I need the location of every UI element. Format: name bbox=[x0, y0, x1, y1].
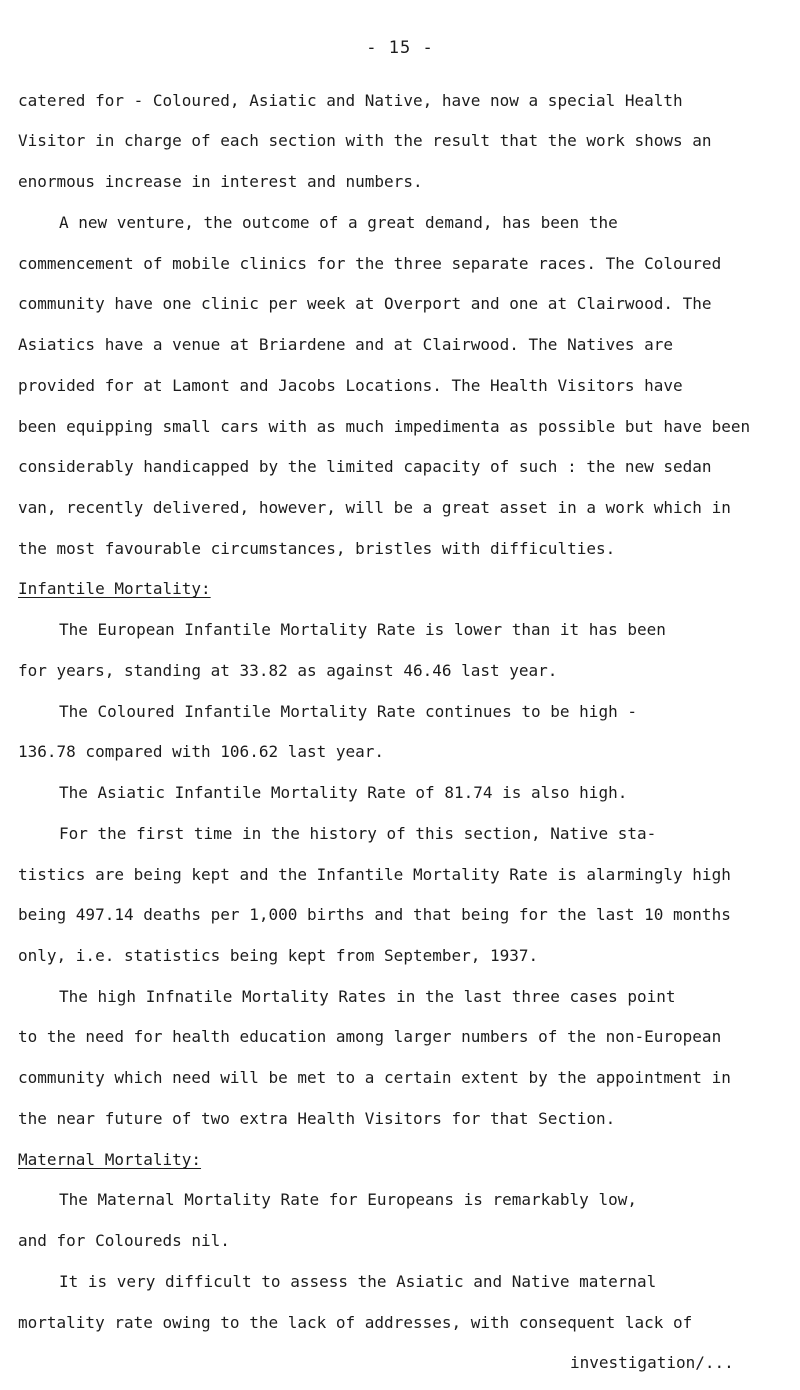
text-line: The Coloured Infantile Mortality Rate continues to be high - bbox=[59, 702, 637, 721]
text-line: A new venture, the outcome of a great demand, has been the bbox=[59, 213, 618, 232]
text-line: only, i.e. statistics being kept from September, 1937. bbox=[18, 946, 539, 965]
text-line: commencement of mobile clinics for the three separate races. The Coloured bbox=[18, 254, 722, 273]
section-heading-infantile-mortality: Infantile Mortality: bbox=[18, 579, 211, 598]
text-line: for years, standing at 33.82 as against 46.46 last year. bbox=[18, 661, 558, 680]
text-line: Visitor in charge of each section with the result that the work shows an bbox=[18, 131, 712, 150]
text-line: van, recently delivered, however, will be a great asset in a work which in bbox=[18, 498, 731, 517]
continuation-catchword: investigation/... bbox=[570, 1353, 734, 1372]
text-line: Asiatics have a venue at Briardene and at Clairwood. The Natives are bbox=[18, 335, 674, 354]
text-line: The Maternal Mortality Rate for Europeans is remarkably low, bbox=[59, 1190, 637, 1209]
text-line: and for Coloureds nil. bbox=[18, 1231, 230, 1250]
section-heading-maternal-mortality: Maternal Mortality: bbox=[18, 1150, 202, 1169]
text-line: It is very difficult to assess the Asiatic and Native maternal bbox=[59, 1272, 657, 1291]
text-line: tistics are being kept and the Infantile Mortality Rate is alarmingly high bbox=[18, 865, 731, 884]
text-line: enormous increase in interest and numbers. bbox=[18, 172, 423, 191]
text-line: being 497.14 deaths per 1,000 births and that being for the last 10 months bbox=[18, 905, 731, 924]
text-line: For the first time in the history of this section, Native sta- bbox=[59, 824, 657, 843]
text-line: the most favourable circumstances, bristles with difficulties. bbox=[18, 539, 616, 558]
text-line: The European Infantile Mortality Rate is lower than it has been bbox=[59, 620, 666, 639]
text-line: mortality rate owing to the lack of addresses, with consequent lack of bbox=[18, 1313, 693, 1332]
text-line: community which need will be met to a certain extent by the appointment in bbox=[18, 1068, 731, 1087]
text-line: provided for at Lamont and Jacobs Locations. The Health Visitors have bbox=[18, 376, 683, 395]
text-line: the near future of two extra Health Visitors for that Section. bbox=[18, 1109, 616, 1128]
text-line: been equipping small cars with as much impedimenta as possible but have been bbox=[18, 417, 751, 436]
text-line: catered for - Coloured, Asiatic and Native, have now a special Health bbox=[18, 91, 683, 110]
text-line: considerably handicapped by the limited capacity of such : the new sedan bbox=[18, 457, 712, 476]
text-line: to the need for health education among larger numbers of the non-European bbox=[18, 1027, 722, 1046]
page-number: - 15 - bbox=[366, 38, 434, 58]
text-line: community have one clinic per week at Overport and one at Clairwood. The bbox=[18, 294, 712, 313]
text-line: The Asiatic Infantile Mortality Rate of 81.74 is also high. bbox=[59, 783, 628, 802]
text-line: 136.78 compared with 106.62 last year. bbox=[18, 742, 385, 761]
text-line: The high Infnatile Mortality Rates in the last three cases point bbox=[59, 987, 676, 1006]
